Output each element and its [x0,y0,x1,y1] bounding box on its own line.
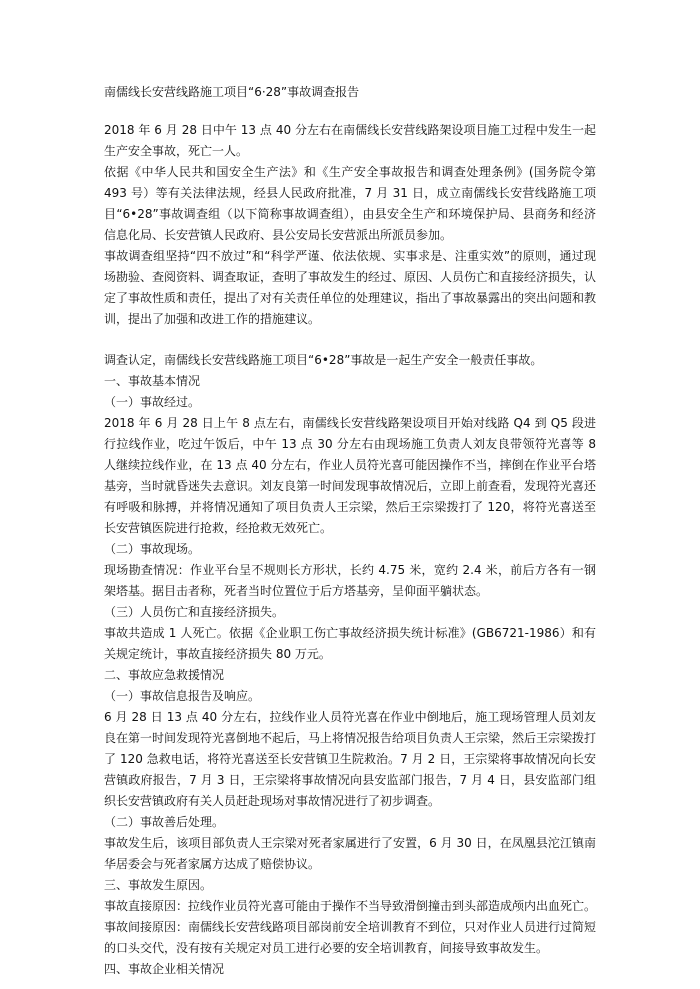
body-paragraph-reporting: 6 月 28 日 13 点 40 分左右，拉线作业人员符光喜在作业中倒地后，施工现场管理人员刘友良在第一时间发现符光喜倒地不起后，马上将情况报告给项目负责人王宗梁，然后王宗梁拨打了 120 急救电话，将符光喜送至长安营镇卫生院救治。7 月 2 日，王宗梁将事故情况向长安营镇政府报告，7 月 3 日，王宗梁将事故情况向县安监部门报告，7 月 4 日，县安监部门组织长安营镇政府有关人员赶赴现场对事故情况进行了初步调查。 [104,710,597,808]
subsection-heading-1-1: （一）事故经过。 [104,395,201,409]
subsection-heading-1-2: （二）事故现场。 [104,542,201,556]
subsection-heading-1-3: （三）人员伤亡和直接经济损失。 [104,605,285,619]
body-paragraph-accident-process: 2018 年 6 月 28 日上午 8 点左右，南儒线长安营线路架设项目开始对线路 Q4 到 Q5 段进行拉线作业，吃过午饭后，中午 13 点 30 分左右由现场施工负责人刘友良带领符光喜等 8 人继续拉线作业，在 13 点 40 分左右，作业人员符光喜可能因操作不当，摔倒在作业平台塔基旁，当时就昏迷失去意识。刘友良第一时间发现事故情况后，立即上前查看，发现符光喜还有呼吸和脉搏，并将情况通知了项目负责人王宗梁，然后王宗梁拨打了 120，将符光喜送至长安营镇医院进行抢救，经抢救无效死亡。 [104,416,597,535]
intro-paragraph-1: 2018 年 6 月 28 日中午 13 点 40 分左右在南儒线长安营线路架设项目施工过程中发生一起生产安全事故，死亡一人。 [104,123,596,158]
body-paragraph-casualties: 事故共造成 1 人死亡。依据《企业职工伤亡事故经济损失统计标准》(GB6721-1986）和有关规定统计，事故直接经济损失 80 万元。 [104,626,596,661]
body-paragraph-direct-cause: 事故直接原因：拉线作业员符光喜可能由于操作不当导致滑倒撞击到头部造成颅内出血死亡。 [104,899,597,913]
subsection-heading-2-2: （二）事故善后处理。 [104,815,225,829]
intro-paragraph-2: 依据《中华人民共和国安全生产法》和《生产安全事故报告和调查处理条例》(国务院令第 493 号）等有关法律法规，经县人民政府批准，7 月 31 日，成立南儒线长安营线路施工项目“6•28”事故调查组（以下简称事故调查组），由县安全生产和环境保护局、县商务和经济信息化局、长安营镇人民政府、县公安局长安营派出所派员参加。 [104,165,596,242]
body-paragraph-indirect-cause: 事故间接原因：南儒线长安营线路项目部岗前安全培训教育不到位，只对作业人员进行过简短的口头交代，没有按有关规定对员工进行必要的安全培训教育，间接导致事故发生。 [104,920,597,955]
body-paragraph-aftermath: 事故发生后，该项目部负责人王宗梁对死者家属进行了安置，6 月 30 日，在凤凰县沱江镇南华居委会与死者家属方达成了赔偿协议。 [104,836,596,871]
intro-paragraph-3: 事故调查组坚持“四不放过”和“科学严谨、依法依规、实事求是、注重实效”的原则，通过现场勘验、查阅资料、调查取证，查明了事故发生的经过、原因、人员伤亡和直接经济损失，认定了事故性质和责任，提出了对有关责任单位的处理建议，指出了事故暴露出的突出问题和教训，提出了加强和改进工作的措施建议。 [104,249,597,326]
section-heading-3: 三、事故发生原因。 [104,878,213,892]
document-title: 南儒线长安营线路施工项目“6·28”事故调查报告 [104,85,360,99]
subsection-heading-2-1: （一）事故信息报告及响应。 [104,689,261,703]
section-heading-2: 二、事故应急救援情况 [104,668,225,682]
body-paragraph-scene: 现场勘查情况：作业平台呈不规则长方形状，长约 4.75 米，宽约 2.4 米，前后方各有一钢架塔基。据目击者称，死者当时位置位于后方塔基旁，呈仰面平躺状态。 [104,563,596,598]
section-heading-1: 一、事故基本情况 [104,374,201,388]
conclusion-paragraph: 调查认定，南儒线长安营线路施工项目“6•28”事故是一起生产安全一般责任事故。 [104,353,543,367]
section-heading-4: 四、事故企业相关情况 [104,962,225,976]
paragraph-gap [104,330,596,350]
